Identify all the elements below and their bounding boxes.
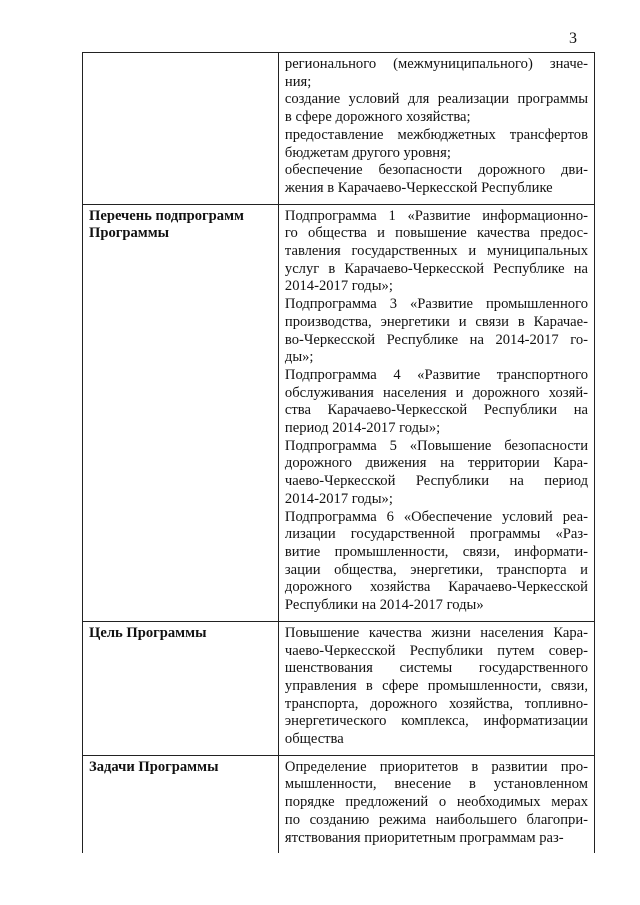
text-line: шенствования системы государственного [284, 660, 588, 677]
text-line: зации общества, энергетики, транспорта и [284, 561, 588, 578]
row-content [278, 53, 594, 205]
row-label [83, 53, 279, 205]
text-line: жения в Карачаево-Черкесской Республике [284, 179, 553, 196]
text-line: производства, энергетики и связи в Карачае- [284, 313, 588, 330]
text-line: ства Карачаево-Черкесской Республики на [284, 402, 588, 419]
text-line: услуг в Карачаево-Черкесской Республике на [284, 260, 588, 277]
row-content [278, 621, 594, 755]
text-line: мышленности, внесение в установленном [284, 776, 588, 793]
text-line: тавления государственных и муниципальных [284, 243, 588, 260]
text-line: во-Черкесской Республике на 2014-2017 го- [284, 331, 588, 348]
text-line: предоставление межбюджетных трансфертов [284, 126, 588, 143]
text-line: лизации государственной программы «Раз- [284, 526, 588, 543]
text-line: по созданию режима наибольшего благопри- [284, 811, 588, 828]
text-line: Подпрограмма 5 «Повышение безопасности [284, 437, 588, 454]
text-line: Подпрограмма 3 «Развитие промышленного [284, 296, 588, 313]
text-line: Подпрограмма 6 «Обеспечение условий реа- [284, 508, 588, 525]
text-line: дорожного движения на территории Кара- [284, 455, 588, 472]
row-label: Цель Программы [83, 621, 279, 755]
text-line: Повышение качества жизни населения Кара- [284, 624, 588, 641]
row-content [278, 204, 594, 621]
text-line: чаево-Черкесской Республики на период [284, 473, 588, 490]
text-line: 2014-2017 годы»; [284, 490, 393, 507]
text-line: Подпрограмма 4 «Развитие транспортного [284, 366, 588, 383]
text-line: дорожного хозяйства Карачаево-Черкесской [284, 579, 588, 596]
text-line: чаево-Черкесской Республики путем совер- [284, 642, 588, 659]
table-body [83, 53, 595, 854]
page-number: 3 [569, 30, 577, 47]
text-line: общества [284, 731, 344, 748]
text-line: в сфере дорожного хозяйства; [284, 109, 471, 126]
text-line: го общества и повышение качества предос- [284, 225, 588, 242]
row-label: Задачи Программы [83, 755, 279, 853]
text-line: создание условий для реализации программы [284, 91, 588, 108]
text-line: ятствования приоритетным программам раз- [284, 829, 564, 846]
text-line: Подпрограмма 1 «Развитие информационно- [284, 207, 588, 224]
table-row [83, 53, 595, 205]
table-row [83, 204, 595, 621]
text-line: энергетического комплекса, информатизации [284, 713, 588, 730]
text-line: Определение приоритетов в развитии про- [284, 758, 588, 775]
text-line: Республики на 2014-2017 годы» [284, 597, 484, 614]
table-row [83, 621, 595, 755]
text-line: регионального (межмуниципального) значе- [284, 56, 588, 72]
text-line: бюджетам другого уровня; [284, 144, 451, 161]
table-row [83, 755, 595, 853]
text-line: ния; [284, 73, 312, 90]
text-line: 2014-2017 годы»; [284, 278, 393, 295]
row-label: Перечень подпрограмм Программы [83, 204, 279, 621]
text-line: ды»; [284, 349, 314, 366]
text-line: порядке предложений о необходимых мерах [284, 794, 588, 811]
text-line: транспорта, дорожного хозяйства, топливно- [284, 695, 588, 712]
text-line: обеспечение безопасности дорожного дви- [284, 162, 588, 179]
text-line: период 2014-2017 годы»; [284, 420, 441, 437]
text-line: управления в сфере промышленности, связи, [284, 677, 588, 694]
passport-table [82, 52, 595, 853]
text-line: витие промышленности, связи, информати- [284, 543, 588, 560]
text-line: обслуживания населения и дорожного хозяй- [284, 384, 588, 401]
row-content [278, 755, 594, 853]
